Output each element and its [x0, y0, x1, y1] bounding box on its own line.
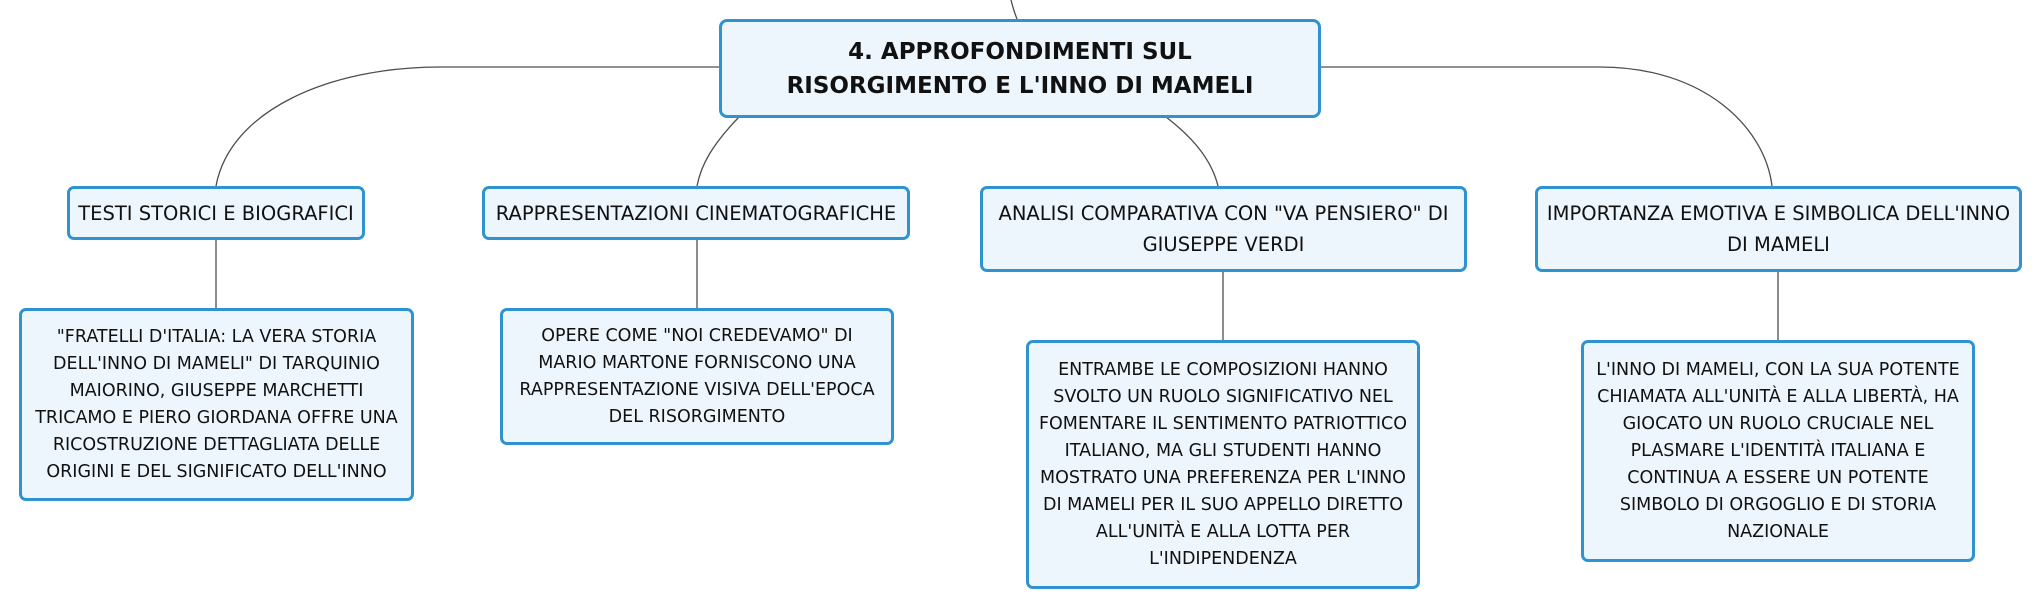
detail-node-text: L'INNO DI MAMELI, CON LA SUA POTENTE CHIAMATA ALL'UNITÀ E ALLA LIBERTÀ, HA GIOCATO UN RUOLO CRUCIALE NEL PLASMARE L'IDENTITÀ ITALIANA E CONTINUA A ESSERE UN POTENTE SIMBOLO DI ORGOGLIO E DI STORIA NAZIONALE — [1596, 359, 1960, 542]
detail-node-text: "FRATELLI D'ITALIA: LA VERA STORIA DELL'INNO DI MAMELI" DI TARQUINIO MAIORINO, GIUSEPPE MARCHETTI TRICAMO E PIERO GIORDANA OFFRE UNA RICOSTRUZIONE DETTAGLIATA DELLE ORIGINI E DEL SIGNIFICATO DELL'INNO — [35, 326, 398, 482]
connector-root-topic-4 — [1321, 67, 1772, 186]
detail-node-symbolic-importance[interactable] — [1581, 340, 1975, 562]
topic-node-historical-texts[interactable] — [67, 186, 365, 240]
root-node[interactable] — [719, 19, 1321, 118]
topic-node-cinema[interactable] — [482, 186, 910, 240]
detail-node-text: OPERE COME "NOI CREDEVAMO" DI MARIO MARTONE FORNISCONO UNA RAPPRESENTAZIONE VISIVA DELL'EPOCA DEL RISORGIMENTO — [519, 325, 875, 427]
topic-node-va-pensiero[interactable] — [980, 186, 1467, 272]
topic-node-symbolic-importance[interactable] — [1535, 186, 2022, 272]
detail-node-historical-texts[interactable] — [19, 308, 414, 501]
connector-root-topic-3 — [1166, 117, 1218, 186]
topic-node-label: IMPORTANZA EMOTIVA E SIMBOLICA DELL'INNO DI MAMELI — [1546, 202, 2011, 256]
connector-root-topic-2 — [697, 117, 739, 186]
topic-node-label: RAPPRESENTAZIONI CINEMATOGRAFICHE — [495, 201, 897, 225]
detail-node-text: ENTRAMBE LE COMPOSIZIONI HANNO SVOLTO UN RUOLO SIGNIFICATIVO NEL FOMENTARE IL SENTIMENTO PATRIOTTICO ITALIANO, MA GLI STUDENTI HANNO MOSTRATO UNA PREFERENZA PER L'INNO DI MAMELI PER IL SUO APPELLO DIRETTO ALL'UNITÀ E ALLA LOTTA PER L'INDIPENDENZA — [1038, 359, 1408, 569]
root-node-label: 4. APPROFONDIMENTI SUL RISORGIMENTO E L'INNO DI MAMELI — [786, 38, 1254, 99]
topic-node-label: TESTI STORICI E BIOGRAFICI — [78, 201, 354, 225]
detail-node-cinema[interactable] — [500, 308, 894, 445]
parent-connector — [1011, 0, 1017, 19]
detail-node-va-pensiero[interactable] — [1026, 340, 1420, 589]
topic-node-label: ANALISI COMPARATIVA CON "VA PENSIERO" DI GIUSEPPE VERDI — [998, 202, 1449, 256]
connector-root-topic-1 — [216, 67, 719, 186]
